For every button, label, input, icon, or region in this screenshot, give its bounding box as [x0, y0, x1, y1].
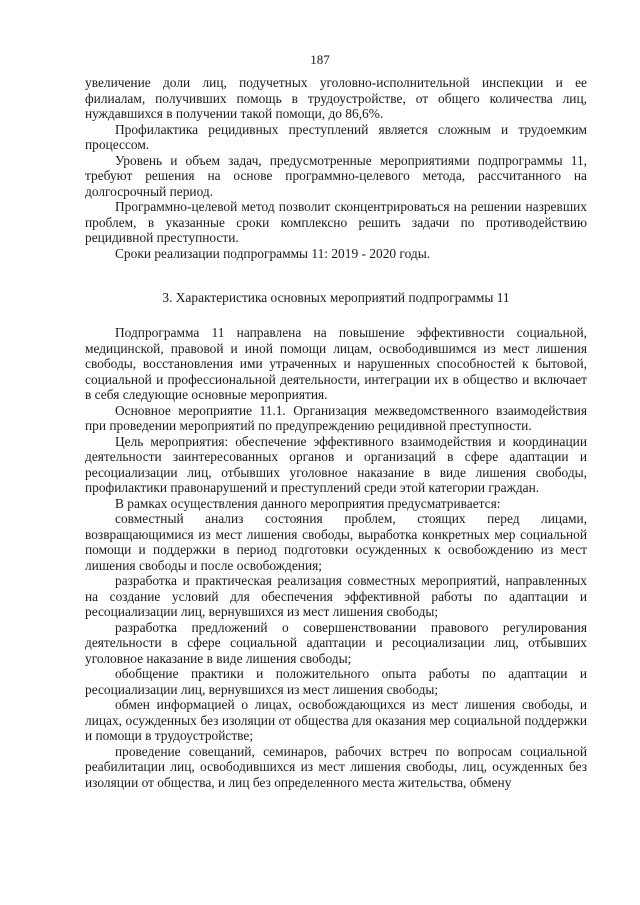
section-list-item: обмен информацией о лицах, освобождающихся из мест лишения свободы, и лицах, осужденных без изоляции от общества для оказания мер социальной поддержки и помощи в трудоустройстве;	[85, 697, 587, 743]
section-text-block	[85, 325, 587, 790]
section-list-item: совместный анализ состояния проблем, стоящих перед лицами, возвращающимися из мест лишения свободы, выработка конкретных мер социальной помощи и поддержки в период подготовки осужденных к освобождению из мест лишения свободы и после освобождения;	[85, 511, 587, 573]
page-number: 187	[310, 52, 330, 67]
section-paragraph: В рамках осуществления данного мероприятия предусматривается:	[115, 495, 501, 511]
section-paragraph: Основное мероприятие 11.1. Организация межведомственного взаимодействия при проведении мероприятий по предупреждению рецидивной преступности.	[85, 402, 587, 433]
section-list-item: проведение совещаний, семинаров, рабочих встреч по вопросам социальной реабилитации лиц, освободившихся из мест лишения свободы, лиц, осужденных без изоляции от общества, и лиц без определенного места жительства, обмену	[85, 743, 587, 790]
section-list-item: разработка предложений о совершенствовании правового регулирования деятельности в сфере социальной адаптации и ресоциализации лиц, отбывших уголовное наказание в виде лишения свободы;	[85, 619, 587, 666]
intro-text-block	[85, 75, 587, 261]
section-list-item: обобщение практики и положительного опыта работы по адаптации и ресоциализации лиц, вернувшихся из мест лишения свободы;	[85, 666, 587, 697]
intro-paragraph: Программно-целевой метод позволит сконцентрироваться на решении назревших проблем, в указанные сроки комплексно решить задачи по противодействию рецидивной преступности.	[85, 199, 587, 245]
section-list-item: разработка и практическая реализация совместных мероприятий, направленных на создание условий для обеспечения эффективной работы по адаптации и ресоциализации лиц, вернувшихся из мест лишения свободы;	[85, 573, 587, 619]
section-paragraph: Подпрограмма 11 направлена на повышение эффективности социальной, медицинской, правовой и иной помощи лицам, освободившимся из мест лишения свободы, восстановления ими утраченных и нарушенных способностей к бытовой, социальной и профессиональной деятельности, интеграции их в общество и включает в себя следующие основные мероприятия.	[85, 325, 587, 402]
intro-paragraph: Профилактика рецидивных преступлений является сложным и трудоемким процессом.	[85, 121, 587, 152]
intro-continuation-paragraph: увеличение доли лиц, подучетных уголовно-исполнительной инспекции и ее филиалам, получивших помощь в трудоустройстве, от общего количества лиц, нуждавшихся в получении такой помощи, до 86,6%.	[85, 75, 587, 121]
intro-paragraph: Сроки реализации подпрограммы 11: 2019 - 2020 годы.	[115, 245, 431, 261]
section-paragraph: Цель мероприятия: обеспечение эффективного взаимодействия и координации деятельности заинтересованных органов и организаций в сфере адаптации и ресоциализации лиц, отбывших уголовное наказание в виде лишения свободы, профилактики правонарушений и преступлений среди этой категории граждан.	[85, 433, 587, 495]
section-heading: 3. Характеристика основных мероприятий подпрограммы 11	[162, 290, 510, 305]
intro-paragraph: Уровень и объем задач, предусмотренные мероприятиями подпрограммы 11, требуют решения на основе программно-целевого метода, рассчитанного на долгосрочный период.	[85, 152, 587, 199]
